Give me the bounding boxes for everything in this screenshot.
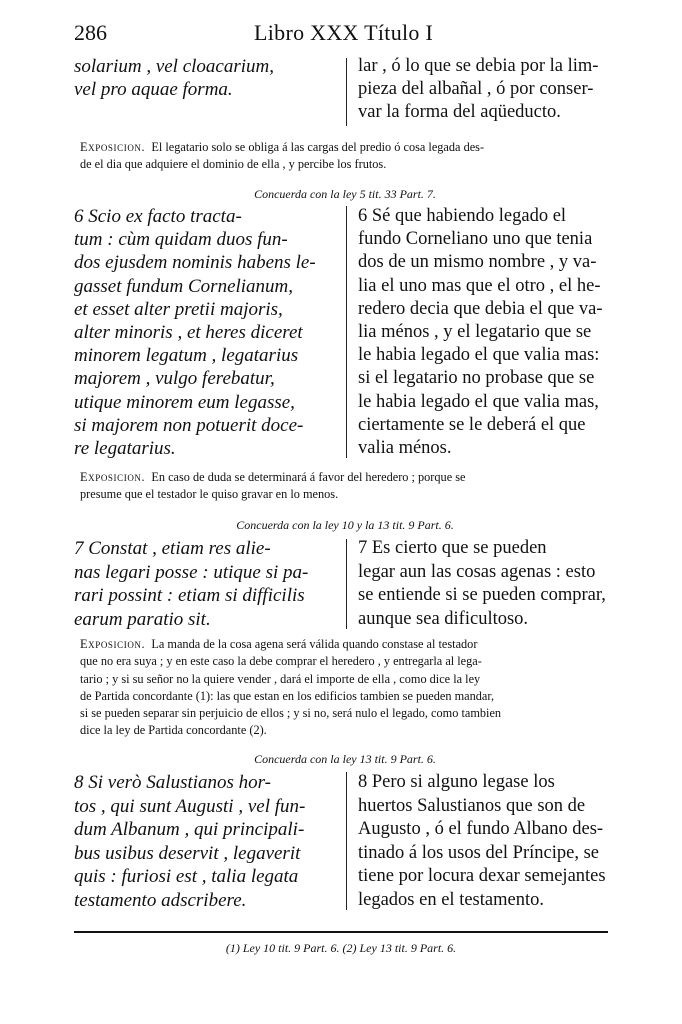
exposicion-text: de el dia que adquiere el dominio de ella , y percibe los frutos.	[80, 157, 387, 172]
spanish-column	[358, 771, 616, 912]
exposicion-text: si se pueden separar sin perjuicio de ellos ; y si no, será nulo el legado, como tambien	[80, 706, 502, 721]
spanish-column	[358, 537, 616, 631]
spanish-line: ciertamente se le deberá el que	[358, 414, 586, 435]
spanish-line: lia ménos , y el legatario que se	[358, 322, 592, 343]
column-divider	[346, 772, 347, 910]
latin-line: nas legari posse : utique si pa-	[74, 561, 309, 583]
latin-line: alter minoris , et heres diceret	[74, 322, 303, 344]
exposicion-note	[80, 139, 612, 174]
latin-line: dos ejusdem nominis habens le-	[74, 252, 316, 274]
spanish-line: dos de un mismo nombre , y va-	[358, 252, 597, 273]
spanish-line: redero decia que debia el que va-	[358, 298, 603, 319]
column-divider	[346, 206, 347, 458]
latin-line: tum : cùm quidam duos fun-	[74, 229, 288, 251]
latin-column	[74, 55, 336, 101]
footnote-rule	[74, 931, 608, 933]
latin-line: utique minorem eum legasse,	[74, 391, 295, 413]
exposicion-text: En caso de duda se determinará á favor del heredero ; porque se	[151, 470, 466, 484]
latin-line: si majorem non potuerit doce-	[74, 414, 304, 436]
footnotes: (1) Ley 10 tit. 9 Part. 6. (2) Ley 13 tit. 9 Part. 6.	[225, 941, 457, 955]
spanish-line: 6 Sé que habiendo legado el	[358, 206, 567, 226]
column-divider	[346, 58, 347, 126]
latin-line: testamento adscribere.	[74, 889, 247, 911]
exposicion-text: de Partida concordante (1): las que estan en los edificios tambien se pueden mandar,	[80, 688, 495, 703]
latin-line: dum Albanum , qui principali-	[74, 819, 305, 840]
exposicion-note	[80, 469, 612, 504]
spanish-column	[358, 55, 616, 124]
exposicion-label: Exposicion.	[80, 470, 146, 484]
spanish-line: se entiende si se pueden comprar,	[358, 585, 606, 605]
exposicion-label: Exposicion.	[80, 140, 146, 154]
latin-column	[74, 205, 336, 460]
exposicion-text: La manda de la cosa agena será válida quando constase al testador	[151, 637, 478, 651]
column-divider	[346, 539, 347, 629]
exposicion-text: dice la ley de Partida concordante (2).	[80, 723, 267, 738]
spanish-line: legar aun las cosas agenas : esto	[358, 561, 596, 582]
latin-line: solarium , vel cloacarium,	[74, 56, 275, 77]
spanish-line: le habia legado el que valia mas,	[358, 391, 599, 412]
exposicion-label: Exposicion.	[80, 637, 146, 651]
spanish-column	[358, 205, 616, 460]
running-title: Libro XXX Título I	[254, 20, 434, 45]
latin-line: 6 Scio ex facto tracta-	[74, 206, 242, 227]
spanish-line: aunque sea dificultoso.	[358, 608, 529, 629]
spanish-line: 8 Pero si alguno legase los	[358, 772, 555, 792]
spanish-line: lia el uno mas que el otro , el he-	[358, 275, 601, 296]
spanish-line: fundo Corneliano uno que tenia	[358, 229, 593, 250]
page-header	[74, 20, 614, 50]
concuerda-reference: Concuerda con la ley 5 tit. 33 Part. 7.	[254, 187, 436, 201]
concuerda-reference: Concuerda con la ley 13 tit. 9 Part. 6.	[254, 752, 436, 766]
latin-line: quis : furiosi est , talia legata	[74, 866, 299, 887]
exposicion-text: tario ; y si su señor no la quiere vender , dará el importe de ella , como dice la ley	[80, 671, 481, 686]
spanish-line: var la forma del aqüeducto.	[358, 102, 561, 122]
latin-column	[74, 771, 336, 912]
latin-line: vel pro aquae forma.	[74, 79, 233, 100]
latin-line: tos , qui sunt Augusti , vel fun-	[74, 795, 306, 817]
spanish-line: lar , ó lo que se debia por la lim-	[358, 56, 599, 76]
spanish-line: 7 Es cierto que se pueden	[358, 538, 547, 558]
latin-line: gasset fundum Cornelianum,	[74, 275, 294, 297]
latin-line: 8 Si verò Salustianos hor-	[74, 772, 272, 793]
exposicion-text: que no era suya ; y en este caso la debe comprar el heredero , y entregarla al lega-	[80, 654, 482, 669]
latin-line: majorem , vulgo ferebatur,	[74, 368, 275, 390]
spanish-line: valia ménos.	[358, 438, 452, 459]
spanish-line: tinado á los usos del Príncipe, se	[358, 842, 599, 863]
exposicion-note	[80, 636, 612, 740]
spanish-line: si el legatario no probase que se	[358, 368, 595, 389]
latin-line: re legatarius.	[74, 438, 176, 460]
spanish-line: Augusto , ó el fundo Albano des-	[358, 819, 604, 839]
latin-line: 7 Constat , etiam res alie-	[74, 538, 271, 559]
exposicion-text: El legatario solo se obliga á las cargas del predio ó cosa legada des-	[151, 140, 485, 154]
exposicion-text: presume que el testador le quiso gravar en lo menos.	[80, 487, 339, 502]
spanish-line: tiene por locura dexar semejantes	[358, 866, 606, 886]
latin-line: et esset alter pretii majoris,	[74, 298, 283, 320]
concuerda-reference: Concuerda con la ley 10 y la 13 tit. 9 Part. 6.	[236, 518, 454, 532]
spanish-line: le habia legado el que valia mas:	[358, 345, 600, 366]
latin-column	[74, 537, 336, 631]
latin-line: bus usibus deservit , legaverit	[74, 842, 301, 864]
page-number: 286	[74, 20, 107, 45]
spanish-line: huertos Salustianos que son de	[358, 795, 586, 816]
spanish-line: pieza del albañal , ó por conser-	[358, 79, 594, 99]
latin-line: minorem legatum , legatarius	[74, 345, 299, 367]
spanish-line: legados en el testamento.	[358, 889, 544, 910]
latin-line: earum paratio sit.	[74, 608, 211, 630]
latin-line: rari possint : etiam si difficilis	[74, 585, 305, 606]
